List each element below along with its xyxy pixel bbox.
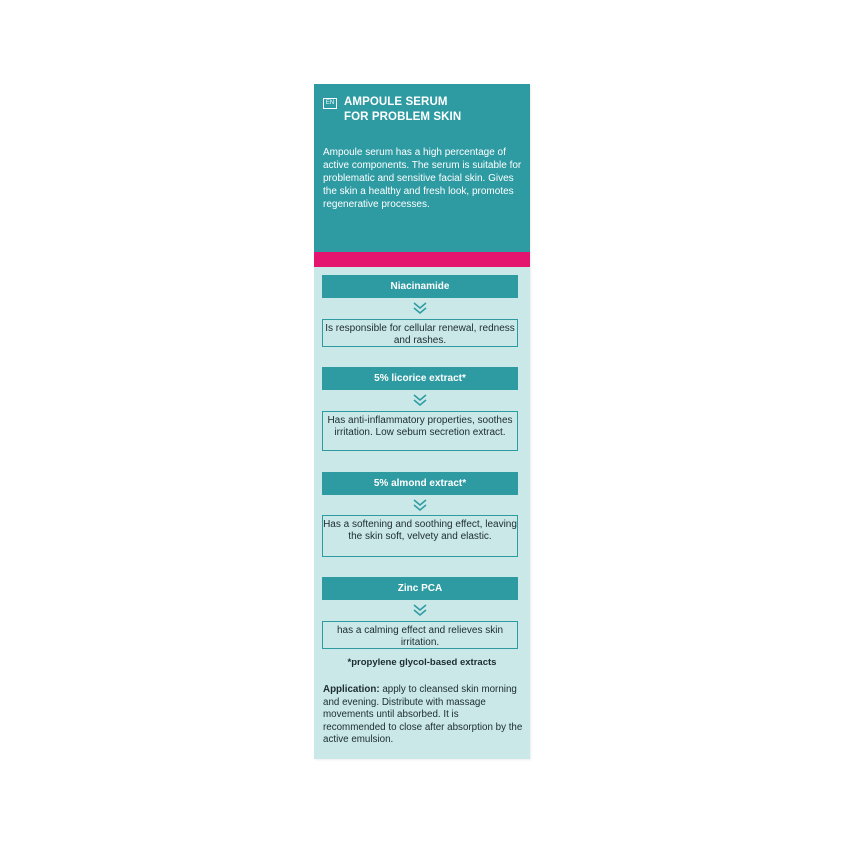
ingredient-title: Niacinamide xyxy=(322,275,518,298)
chevron-down-icon xyxy=(413,499,427,511)
chevron-down-icon xyxy=(413,604,427,616)
title-line-2: FOR PROBLEM SKIN xyxy=(344,111,462,123)
ingredient-description: Has a softening and soothing effect, leaving the skin soft, velvety and elastic. xyxy=(322,515,518,557)
product-title xyxy=(344,95,524,125)
chevron-down-icon xyxy=(413,394,427,406)
footnote: *propylene glycol-based extracts xyxy=(347,657,497,668)
product-box xyxy=(314,84,530,759)
ingredient-title: 5% licorice extract* xyxy=(322,367,518,390)
application-instructions: apply to cleansed skin morning and evening. Distribute with massage movements until absorbed. It is recommended to close after absorption by the active emulsion. xyxy=(323,684,523,745)
ingredient-description: Is responsible for cellular renewal, redness and rashes. xyxy=(322,319,518,347)
pink-stripe xyxy=(314,252,530,267)
language-badge: EN xyxy=(323,98,337,109)
chevron-down-icon xyxy=(413,302,427,314)
application-label: Application: xyxy=(323,684,380,695)
title-line-1: AMPOULE SERUM xyxy=(344,96,448,108)
ingredient-description: has a calming effect and relieves skin irritation. xyxy=(322,621,518,649)
product-description: Ampoule serum has a high percentage of active components. The serum is suitable for problematic and sensitive facial skin. Gives the skin a healthy and fresh look, promotes regenerative processes. xyxy=(323,147,522,210)
application-text xyxy=(323,684,523,747)
ingredient-title: 5% almond extract* xyxy=(322,472,518,495)
ingredient-description: Has anti-inflammatory properties, soothes irritation. Low sebum secretion extract. xyxy=(322,411,518,451)
box-header xyxy=(314,84,530,252)
ingredient-title: Zinc PCA xyxy=(322,577,518,600)
